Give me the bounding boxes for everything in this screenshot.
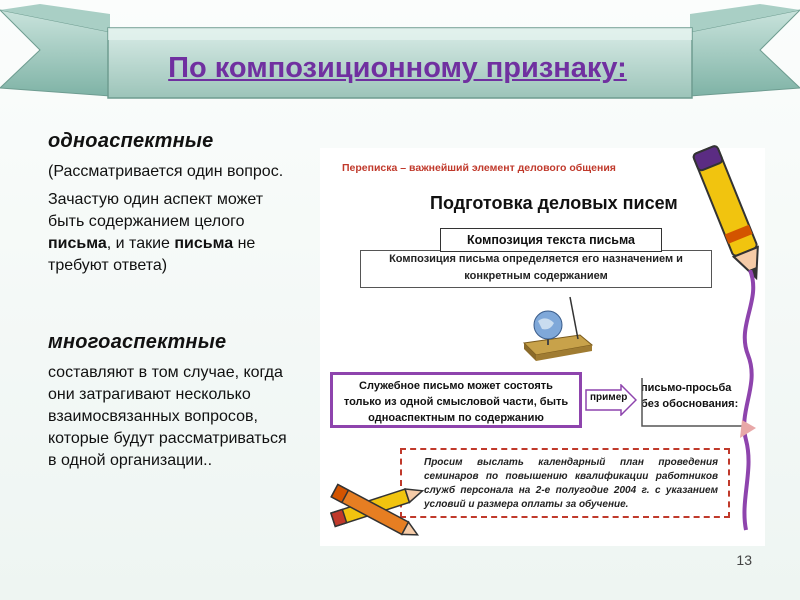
page-number: 13 (736, 552, 752, 568)
panel-header: Переписка – важнейший элемент делового общения (342, 162, 616, 174)
box-line: одноаспектным по содержанию (368, 412, 544, 424)
example-label: пример (590, 392, 628, 403)
box-line: Служебное письмо может состоять (359, 380, 553, 392)
left-text-column (48, 130, 298, 478)
ribbon-decoration (728, 270, 768, 550)
single-part-letter-box (330, 372, 582, 428)
heading-single-aspect: одноаспектные (48, 130, 214, 152)
single-aspect-note: (Рассматривается один вопрос. (48, 163, 284, 180)
box-line: конкретным содержанием (464, 270, 608, 282)
text-run: Зачастую один аспект может быть содержанием целого (48, 191, 264, 230)
box-line: письмо-просьба (641, 382, 732, 394)
pen-icon (688, 140, 778, 290)
pencils-icon (318, 470, 428, 550)
example-letter-text: Просим выслать календарный план проведения семинаров по повышению квалификации работников служб персонала на 2-е полугодие 2004 г. с указанием условий и размера оплаты за обучение. (400, 448, 730, 518)
box-line: Композиция письма определяется его назначением и (389, 253, 683, 265)
bold-word: письма (48, 235, 107, 252)
globe-desk-icon (520, 295, 595, 365)
text-run: , и такие (106, 235, 175, 252)
multi-aspect-description: составляют в том случае, когда они затрагивают несколько взаимосвязанных вопросов, которые будут рассматриваться в одной организации.. (48, 364, 287, 469)
heading-multi-aspect: многоаспектные (48, 331, 227, 353)
box-line: только из одной смысловой части, быть (343, 396, 569, 408)
composition-title-box: Композиция текста письма (440, 228, 662, 252)
box-line: без обоснования: (641, 398, 739, 410)
slide-title: По композиционному признаку: (168, 52, 627, 84)
text-run: не требуют ответа) (48, 235, 256, 274)
single-aspect-description (48, 189, 298, 277)
composition-definition-box (360, 250, 712, 288)
panel-title: Подготовка деловых писем (430, 193, 678, 213)
bold-word: письма (174, 235, 234, 252)
